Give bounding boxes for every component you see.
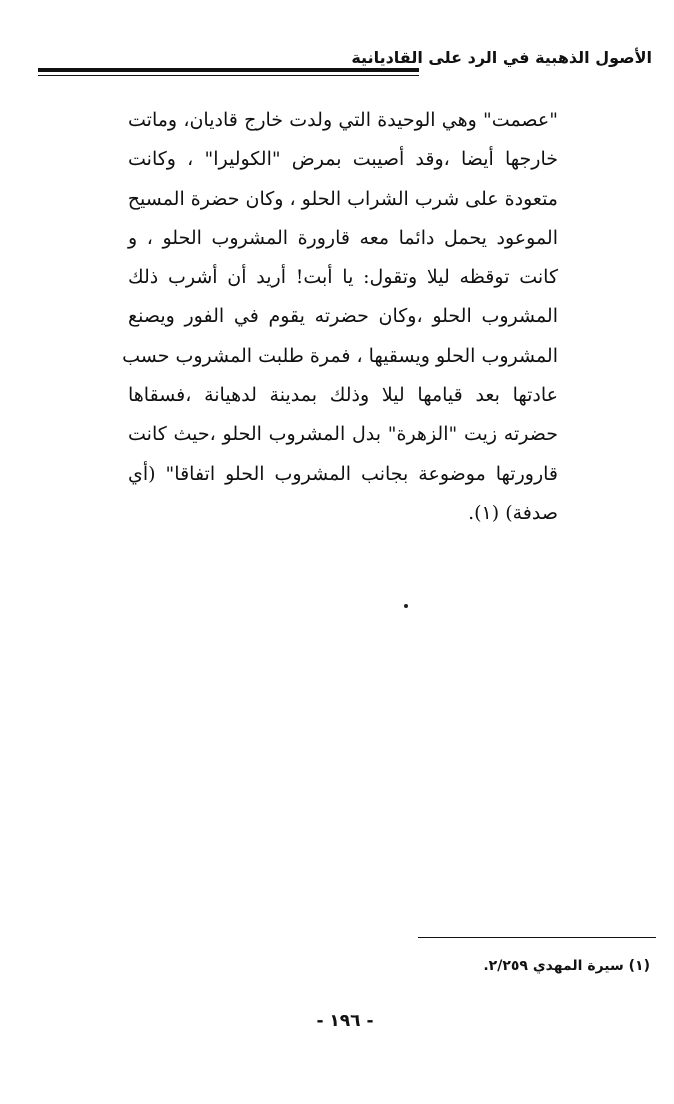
body-line: صدفة) (١). [468,501,558,524]
page-number: - ١٩٦ - [316,1011,374,1031]
body-line: المشروب الحلو ويسقيها ، فمرة طلبت المشروب حسب [122,344,558,367]
header-rule-thick [38,68,419,72]
body-line: قارورتها موضوعة بجانب المشروب الحلو اتفاقا" (أي [128,462,558,485]
body-line: متعودة على شرب الشراب الحلو ، وكان حضرة المسيح [127,187,558,210]
body-paragraph [122,103,558,535]
body-line: الموعود يحمل دائما معه قارورة المشروب الحلو ، و [128,226,558,249]
body-line: كانت توقظه ليلا وتقول: يا أبت! أريد أن أشرب ذلك [128,266,558,289]
body-line: "عصمت" وهي الوحيدة التي ولدت خارج قاديان، وماتت [128,109,558,131]
print-speck [404,604,408,608]
footnote: (١) سيرة المهدي ٢/٢٥٩. [483,958,650,974]
body-line: خارجها أيضا ،وقد أصيبت بمرض "الكوليرا" ، وكانت [128,148,558,171]
footnote-separator [418,937,656,938]
body-line: حضرته زيت "الزهرة" بدل المشروب الحلو ،حيث كانت [128,423,558,446]
header-rule-thin [38,75,419,76]
running-header-title: الأصول الذهبية في الرد على القاديانية [351,48,652,67]
body-line: المشروب الحلو ،وكان حضرته يقوم في الفور ويصنع [128,305,558,328]
body-line: عادتها بعد قيامها ليلا وذلك بمدينة لدهيانة ،فسقاها [128,384,558,407]
